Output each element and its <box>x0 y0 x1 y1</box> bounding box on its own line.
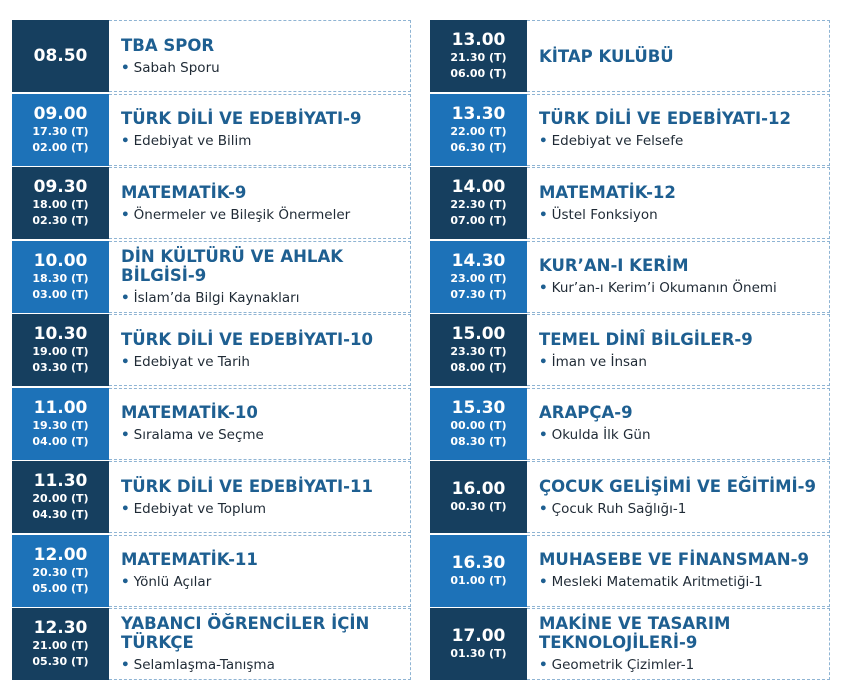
program-topic: • Okulda İlk Gün <box>539 426 827 444</box>
repeat-time: 02.30 (T) <box>32 214 89 227</box>
program-info <box>109 241 411 313</box>
program-title: TEMEL DİNÎ BİLGİLER-9 <box>539 329 753 349</box>
program-title: TÜRK DİLİ VE EDEBİYATI-11 <box>121 476 373 496</box>
program-title: MATEMATİK-9 <box>121 182 247 202</box>
repeat-time: 04.30 (T) <box>32 508 89 521</box>
start-time: 09.30 <box>33 177 88 197</box>
time-block <box>12 94 109 166</box>
program-title: MATEMATİK-10 <box>121 403 258 422</box>
schedule-row <box>430 94 830 166</box>
program-info <box>527 535 830 607</box>
schedule-row <box>12 314 411 386</box>
repeat-time: 20.00 (T) <box>32 492 89 505</box>
time-block <box>430 167 527 239</box>
repeat-time: 19.30 (T) <box>32 418 89 432</box>
start-time: 11.00 <box>33 397 88 418</box>
time-block <box>12 241 109 313</box>
program-topic: • Edebiyat ve Felsefe <box>539 132 827 150</box>
repeat-time: 04.00 (T) <box>32 434 89 448</box>
program-info <box>109 535 411 607</box>
schedule-row <box>430 608 830 680</box>
repeat-time: 07.30 (T) <box>450 287 507 301</box>
program-info <box>527 20 830 92</box>
program-topic: • Mesleki Matematik Aritmetiği-1 <box>539 573 827 591</box>
program-topic: • Sabah Sporu <box>121 59 408 77</box>
repeat-time: 07.00 (T) <box>450 214 507 227</box>
repeat-time: 05.30 (T) <box>32 655 89 668</box>
repeat-time: 01.00 (T) <box>450 573 507 587</box>
program-title: DİN KÜLTÜRÜ VE AHLAK BİLGİSİ-9 <box>121 246 344 285</box>
schedule-row <box>430 20 830 92</box>
program-title: TÜRK DİLİ VE EDEBİYATI-10 <box>121 329 373 349</box>
program-info <box>527 241 830 313</box>
time-block <box>430 241 527 313</box>
program-info <box>109 461 411 533</box>
start-time: 12.00 <box>33 544 88 565</box>
time-block <box>430 314 527 386</box>
program-topic: • Kur’an-ı Kerim’i Okumanın Önemi <box>539 279 827 297</box>
time-block <box>430 608 527 680</box>
repeat-time: 21.30 (T) <box>450 51 507 64</box>
repeat-time: 18.30 (T) <box>32 271 89 285</box>
schedule-row <box>430 241 830 313</box>
schedule-row <box>12 241 411 313</box>
repeat-time: 23.30 (T) <box>450 345 507 358</box>
schedule-row <box>430 314 830 386</box>
program-topic: • Geometrik Çizimler-1 <box>539 656 827 674</box>
repeat-time: 03.30 (T) <box>32 361 89 374</box>
program-topic: • Edebiyat ve Toplum <box>121 500 408 518</box>
schedule-row <box>12 388 411 460</box>
schedule-row <box>430 388 830 460</box>
start-time: 12.30 <box>33 618 88 638</box>
schedule-row <box>12 608 411 680</box>
repeat-time: 00.30 (T) <box>450 500 507 513</box>
program-info <box>527 167 830 239</box>
program-info <box>527 314 830 386</box>
time-block <box>430 461 527 533</box>
schedule-row <box>430 167 830 239</box>
repeat-time: 08.00 (T) <box>450 361 507 374</box>
repeat-time: 23.00 (T) <box>450 271 507 285</box>
schedule-row <box>12 20 411 92</box>
program-title: ÇOCUK GELİŞİMİ VE EĞİTİMİ-9 <box>539 476 816 496</box>
start-time: 13.30 <box>451 103 506 124</box>
repeat-time: 19.00 (T) <box>32 345 89 358</box>
program-title: MATEMATİK-12 <box>539 182 676 202</box>
time-block <box>12 461 109 533</box>
repeat-time: 06.30 (T) <box>450 140 507 154</box>
start-time: 08.50 <box>33 46 88 66</box>
time-block <box>430 388 527 460</box>
program-info <box>527 94 830 166</box>
program-topic: • İman ve İnsan <box>539 353 827 371</box>
program-title: TÜRK DİLİ VE EDEBİYATI-12 <box>539 109 791 128</box>
program-info <box>109 388 411 460</box>
program-topic: • Selamlaşma-Tanışma <box>121 656 408 674</box>
time-block <box>12 388 109 460</box>
repeat-time: 05.00 (T) <box>32 581 89 595</box>
program-topic: • Üstel Fonksiyon <box>539 206 827 224</box>
repeat-time: 02.00 (T) <box>32 140 89 154</box>
schedule-row <box>430 461 830 533</box>
program-title: YABANCI ÖĞRENCİLER İÇİN TÜRKÇE <box>121 614 370 652</box>
program-title: KİTAP KULÜBÜ <box>539 46 674 66</box>
start-time: 17.00 <box>451 626 506 646</box>
start-time: 09.00 <box>33 103 88 124</box>
program-topic: • İslam’da Bilgi Kaynakları <box>121 289 408 307</box>
time-block <box>430 535 527 607</box>
program-topic: • Edebiyat ve Bilim <box>121 132 408 150</box>
repeat-time: 21.00 (T) <box>32 639 89 652</box>
start-time: 16.30 <box>451 552 506 573</box>
start-time: 14.30 <box>451 250 506 271</box>
start-time: 11.30 <box>33 471 88 491</box>
program-title: KUR’AN-I KERİM <box>539 256 689 275</box>
program-title: TÜRK DİLİ VE EDEBİYATI-9 <box>121 109 362 128</box>
start-time: 13.00 <box>451 30 506 50</box>
time-block <box>12 167 109 239</box>
repeat-time: 01.30 (T) <box>450 647 507 660</box>
time-block <box>12 608 109 680</box>
repeat-time: 00.00 (T) <box>450 418 507 432</box>
program-info <box>527 388 830 460</box>
repeat-time: 08.30 (T) <box>450 434 507 448</box>
program-title: MATEMATİK-11 <box>121 550 258 569</box>
time-block <box>12 20 109 92</box>
repeat-time: 17.30 (T) <box>32 124 89 138</box>
schedule-column-right <box>430 20 830 682</box>
program-title: MAKİNE VE TASARIM TEKNOLOJİLERİ-9 <box>539 614 731 652</box>
program-topic: • Çocuk Ruh Sağlığı-1 <box>539 500 827 518</box>
time-block <box>430 94 527 166</box>
start-time: 15.00 <box>451 324 506 344</box>
program-topic: • Önermeler ve Bileşik Önermeler <box>121 206 408 224</box>
start-time: 15.30 <box>451 397 506 418</box>
schedule-row <box>12 94 411 166</box>
program-topic: • Edebiyat ve Tarih <box>121 353 408 371</box>
repeat-time: 18.00 (T) <box>32 198 89 211</box>
repeat-time: 20.30 (T) <box>32 565 89 579</box>
schedule-row <box>12 461 411 533</box>
program-topic: • Sıralama ve Seçme <box>121 426 408 444</box>
start-time: 16.00 <box>451 479 506 499</box>
schedule-column-left <box>12 20 411 682</box>
program-info <box>109 20 411 92</box>
program-info <box>527 608 830 680</box>
time-block <box>12 314 109 386</box>
start-time: 10.00 <box>33 250 88 271</box>
schedule-row <box>430 535 830 607</box>
time-block <box>430 20 527 92</box>
schedule-row <box>12 167 411 239</box>
program-info <box>527 461 830 533</box>
program-info <box>109 608 411 680</box>
program-title: MUHASEBE VE FİNANSMAN-9 <box>539 550 809 569</box>
time-block <box>12 535 109 607</box>
program-topic: • Yönlü Açılar <box>121 573 408 591</box>
start-time: 14.00 <box>451 177 506 197</box>
repeat-time: 22.00 (T) <box>450 124 507 138</box>
repeat-time: 22.30 (T) <box>450 198 507 211</box>
program-title: TBA SPOR <box>121 35 215 55</box>
program-info <box>109 314 411 386</box>
repeat-time: 06.00 (T) <box>450 67 507 80</box>
repeat-time: 03.00 (T) <box>32 287 89 301</box>
schedule-row <box>12 535 411 607</box>
program-title: ARAPÇA-9 <box>539 403 633 422</box>
start-time: 10.30 <box>33 324 88 344</box>
program-info <box>109 94 411 166</box>
program-info <box>109 167 411 239</box>
